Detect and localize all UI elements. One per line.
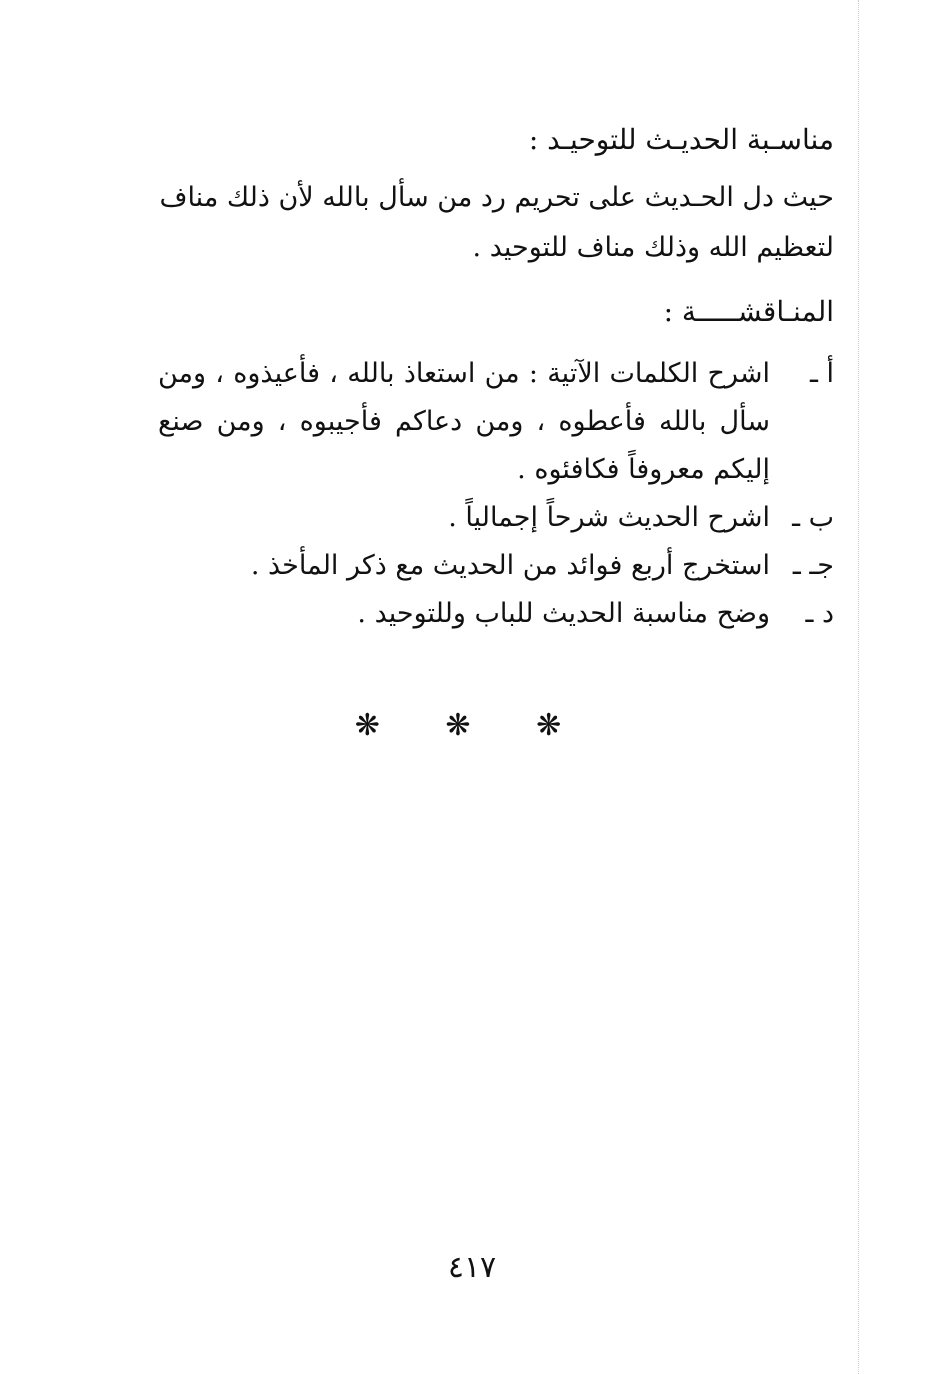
question-marker: د ـ (805, 598, 834, 629)
intro-paragraph-line-1: حيث دل الحـديث على تحريم رد من سأل بالله لأن ذلك مناف (159, 182, 834, 213)
question-text: اشرح الحديث شرحاً إجمالياً . (448, 502, 770, 533)
question-text: اشرح الكلمات الآتية : من استعاذ بالله ، فأعيذوه ، ومن سأل بالله فأعطوه ، ومن دعاكم فأجيبوه ، ومن صنع إليكم معروفاً فكافئوه . (158, 358, 770, 485)
question-text: وضح مناسبة الحديث للباب وللتوحيد . (357, 598, 770, 629)
intro-paragraph-line-2: لتعظيم الله وذلك مناف للتوحيد . (472, 232, 834, 263)
discussion-heading: المنـاقشـــــة : (663, 295, 834, 328)
question-item-b (158, 494, 834, 542)
question-marker: أ ـ (810, 358, 834, 389)
question-item-d (158, 590, 834, 638)
question-item-c (158, 542, 834, 590)
question-item-a (158, 350, 834, 494)
question-marker: ب ـ (792, 502, 834, 533)
section-heading: مناسـبة الحديـث للتوحيـد : (528, 123, 834, 156)
scan-margin-line (858, 0, 859, 1374)
question-text: استخرج أربع فوائد من الحديث مع ذكر المأخذ . (250, 550, 770, 581)
question-marker: جـ ـ (792, 550, 834, 581)
section-separator: ❋ ❋ ❋ (354, 708, 590, 743)
page-number: ٤١٧ (447, 1250, 497, 1285)
